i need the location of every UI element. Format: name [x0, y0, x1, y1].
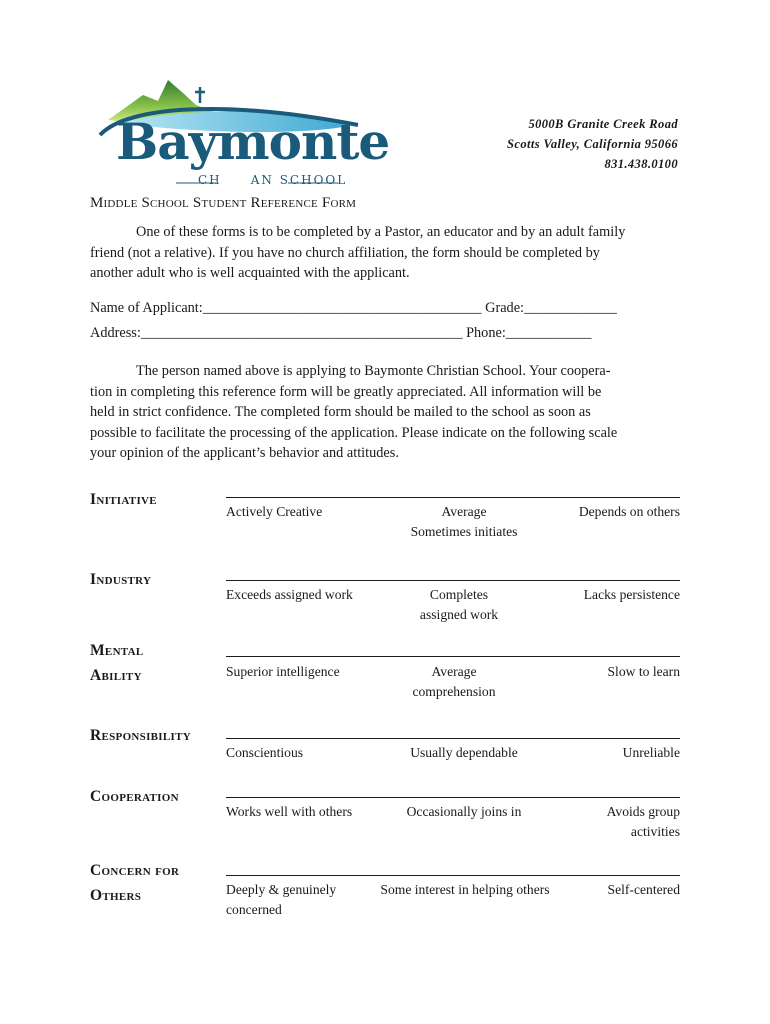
- rating-line-concern-for-others[interactable]: [226, 875, 680, 876]
- cooperation-middle-label: Occasionally joins in: [406, 804, 522, 819]
- body-line: held in strict confidence. The completed form should be mailed to the school as soon as: [90, 404, 591, 420]
- intro-line: another adult who is well acquainted with the applicant.: [90, 265, 410, 281]
- school-logo: [88, 75, 388, 190]
- logo-wordmark: Baymonte: [116, 112, 390, 171]
- body-line: possible to facilitate the processing of the application. Please indicate on the following scale: [90, 424, 618, 441]
- form-title: Middle School Student Reference Form: [90, 195, 357, 211]
- category-responsibility: Responsibility: [90, 727, 191, 744]
- rating-line-mental-ability[interactable]: [226, 656, 680, 657]
- concern-right-label: Self-centered: [607, 882, 680, 897]
- category-industry: Industry: [90, 571, 152, 588]
- address-street: 5000B Granite Creek Road: [528, 117, 678, 131]
- rating-line-initiative[interactable]: [226, 497, 680, 498]
- concern-middle-label: Some interest in helping others: [380, 882, 550, 897]
- concern-left-label: Deeply & genuinely concerned: [226, 882, 337, 917]
- instructions-paragraph: [90, 361, 690, 464]
- address-phone-field[interactable]: Address:_____________________________________________ Phone:____________: [90, 325, 592, 341]
- initiative-right-label: Depends on others: [578, 504, 680, 519]
- initiative-left-label: Actively Creative: [226, 504, 323, 519]
- rating-line-industry[interactable]: [226, 580, 680, 581]
- industry-middle-label: Completes assigned work: [419, 587, 499, 622]
- cooperation-left-label: Works well with others: [226, 804, 353, 819]
- applicant-name-grade-field[interactable]: Name of Applicant:_______________________________________ Grade:_____________: [90, 300, 617, 316]
- mental-ability-middle-label: Average comprehension: [412, 664, 496, 699]
- intro-line: friend (not a relative). If you have no church affiliation, the form should be completed by: [90, 244, 600, 261]
- category-initiative: Initiative: [90, 491, 157, 508]
- intro-paragraph: [90, 222, 690, 284]
- category-mental-ability: Mental Ability: [90, 642, 144, 684]
- address-city: Scotts Valley, California 95066: [507, 137, 678, 151]
- school-address: [507, 114, 678, 174]
- rating-line-cooperation[interactable]: [226, 797, 680, 798]
- industry-left-label: Exceeds assigned work: [226, 587, 353, 602]
- body-line: tion in completing this reference form will be greatly appreciated. All information will be: [90, 383, 602, 400]
- body-line: The person named above is applying to Baymonte Christian School. Your coopera-: [136, 363, 611, 379]
- initiative-middle-label: Average Sometimes initiates: [410, 504, 518, 539]
- rating-line-responsibility[interactable]: [226, 738, 680, 739]
- responsibility-middle-label: Usually dependable: [410, 745, 518, 760]
- intro-line: One of these forms is to be completed by a Pastor, an educator and by an adult family: [136, 224, 626, 240]
- address-phone: 831.438.0100: [604, 157, 678, 171]
- industry-right-label: Lacks persistence: [583, 587, 680, 602]
- logo-subtitle: CH AN SCHOOL: [198, 173, 348, 187]
- category-concern-for-others: Concern for Others: [90, 862, 180, 904]
- body-line: your opinion of the applicant’s behavior and attitudes.: [90, 445, 399, 461]
- mental-ability-right-label: Slow to learn: [607, 664, 680, 679]
- cooperation-right-label: Avoids group activities: [606, 804, 680, 839]
- responsibility-right-label: Unreliable: [622, 745, 680, 760]
- category-cooperation: Cooperation: [90, 788, 179, 805]
- mental-ability-left-label: Superior intelligence: [226, 664, 340, 679]
- responsibility-left-label: Conscientious: [226, 745, 304, 760]
